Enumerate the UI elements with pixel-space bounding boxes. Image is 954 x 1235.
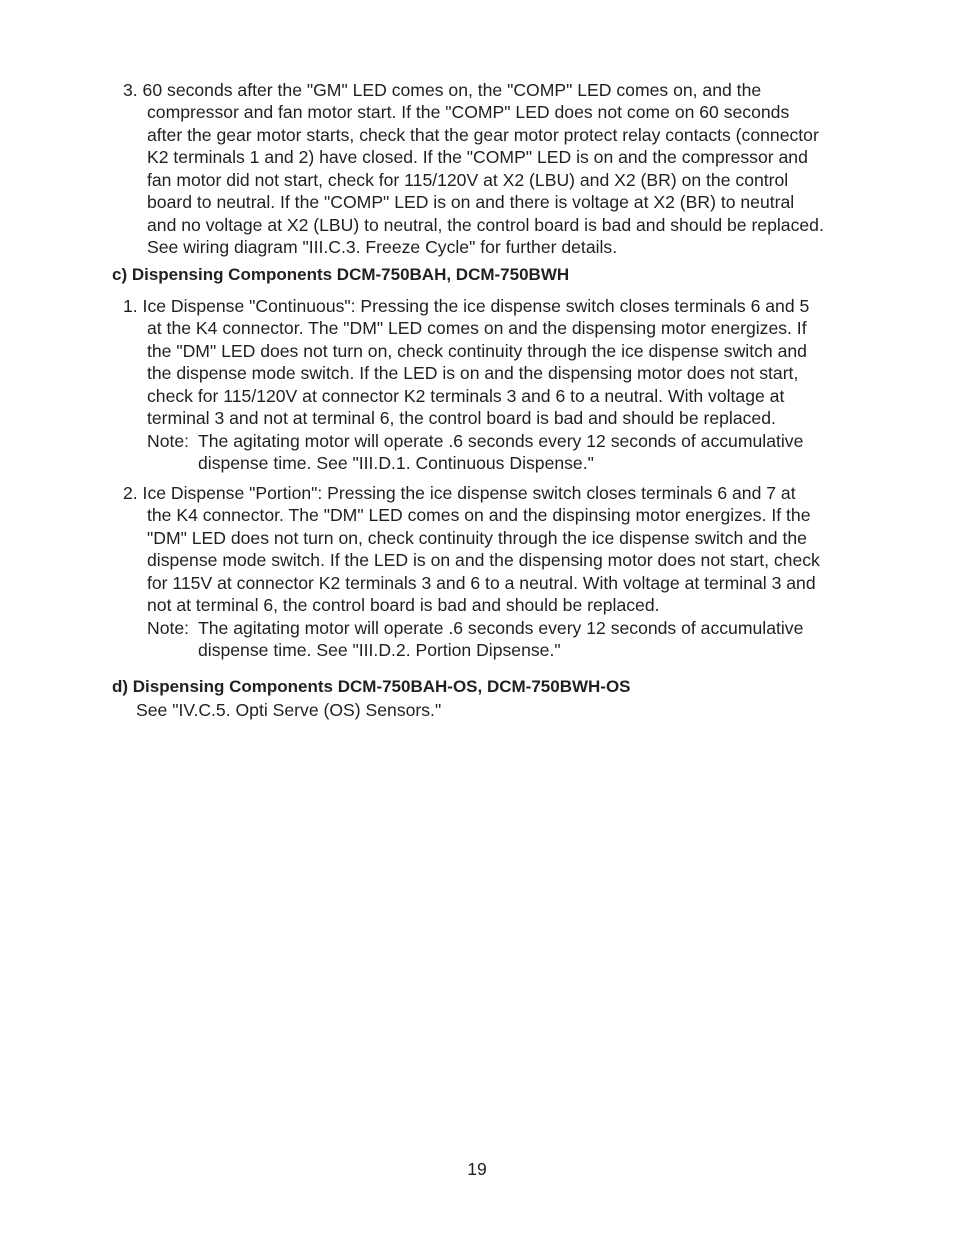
item-1-line-3: the "DM" LED does not turn on, check continuity through the ice dispense switch and xyxy=(147,341,807,361)
item-2-line-1: 2. Ice Dispense "Portion": Pressing the ice dispense switch closes terminals 6 and 7 at xyxy=(123,483,796,503)
item-3-line-1: 3. 60 seconds after the "GM" LED comes on, the "COMP" LED comes on, and the xyxy=(123,80,762,100)
item-3-line-6: board to neutral. If the "COMP" LED is on and there is voltage at X2 (BR) to neutral xyxy=(147,192,795,212)
item-2-line-6: not at terminal 6, the control board is bad and should be replaced. xyxy=(147,595,660,615)
item-2-line-3: "DM" LED does not turn on, check continuity through the ice dispense switch and the xyxy=(147,528,807,548)
page-number: 19 xyxy=(467,1159,487,1179)
item-3-line-5: fan motor did not start, check for 115/120V at X2 (LBU) and X2 (BR) on the control xyxy=(147,170,789,190)
section-d-text: See "IV.C.5. Opti Serve (OS) Sensors." xyxy=(136,700,442,720)
item-2-line-2: the K4 connector. The "DM" LED comes on and the dispinsing motor energizes. If the xyxy=(147,505,811,525)
item-2-note-label: Note: xyxy=(147,618,190,638)
item-2-line-5: for 115V at connector K2 terminals 3 and 6 to a neutral. With voltage at terminal 3 and xyxy=(147,573,816,593)
item-1-line-5: check for 115/120V at connector K2 terminals 3 and 6 to a neutral. With voltage at xyxy=(147,386,785,406)
item-3-line-4: K2 terminals 1 and 2) have closed. If the "COMP" LED is on and the compressor and xyxy=(147,147,808,167)
section-d-heading: d) Dispensing Components DCM-750BAH-OS, DCM-750BWH-OS xyxy=(112,677,631,696)
item-3-line-7: and no voltage at X2 (LBU) to neutral, the control board is bad and should be replaced. xyxy=(147,215,824,235)
item-1-note-line-2: dispense time. See "III.D.1. Continuous Dispense." xyxy=(198,453,594,473)
item-2-line-4: dispense mode switch. If the LED is on and the dispensing motor does not start, check xyxy=(147,550,820,570)
item-1-line-2: at the K4 connector. The "DM" LED comes on and the dispensing motor energizes. If xyxy=(147,318,807,338)
item-3-line-8: See wiring diagram "III.C.3. Freeze Cycle" for further details. xyxy=(147,237,618,257)
item-1-line-1: 1. Ice Dispense "Continuous": Pressing the ice dispense switch closes terminals 6 and 5 xyxy=(123,296,810,316)
item-1-note-label: Note: xyxy=(147,431,190,451)
item-3-line-3: after the gear motor starts, check that the gear motor protect relay contacts (connector xyxy=(147,125,819,145)
item-2-note-line-2: dispense time. See "III.D.2. Portion Dipsense." xyxy=(198,640,561,660)
item-1-line-6: terminal 3 and not at terminal 6, the control board is bad and should be replaced. xyxy=(147,408,776,428)
item-2-note-line-1: The agitating motor will operate .6 seconds every 12 seconds of accumulative xyxy=(198,618,804,638)
section-c-heading: c) Dispensing Components DCM-750BAH, DCM-750BWH xyxy=(112,265,570,284)
item-1-line-4: the dispense mode switch. If the LED is on and the dispensing motor does not start, xyxy=(147,363,799,383)
item-3-line-2: compressor and fan motor start. If the "COMP" LED does not come on 60 seconds xyxy=(147,102,790,122)
item-1-note-line-1: The agitating motor will operate .6 seconds every 12 seconds of accumulative xyxy=(198,431,804,451)
